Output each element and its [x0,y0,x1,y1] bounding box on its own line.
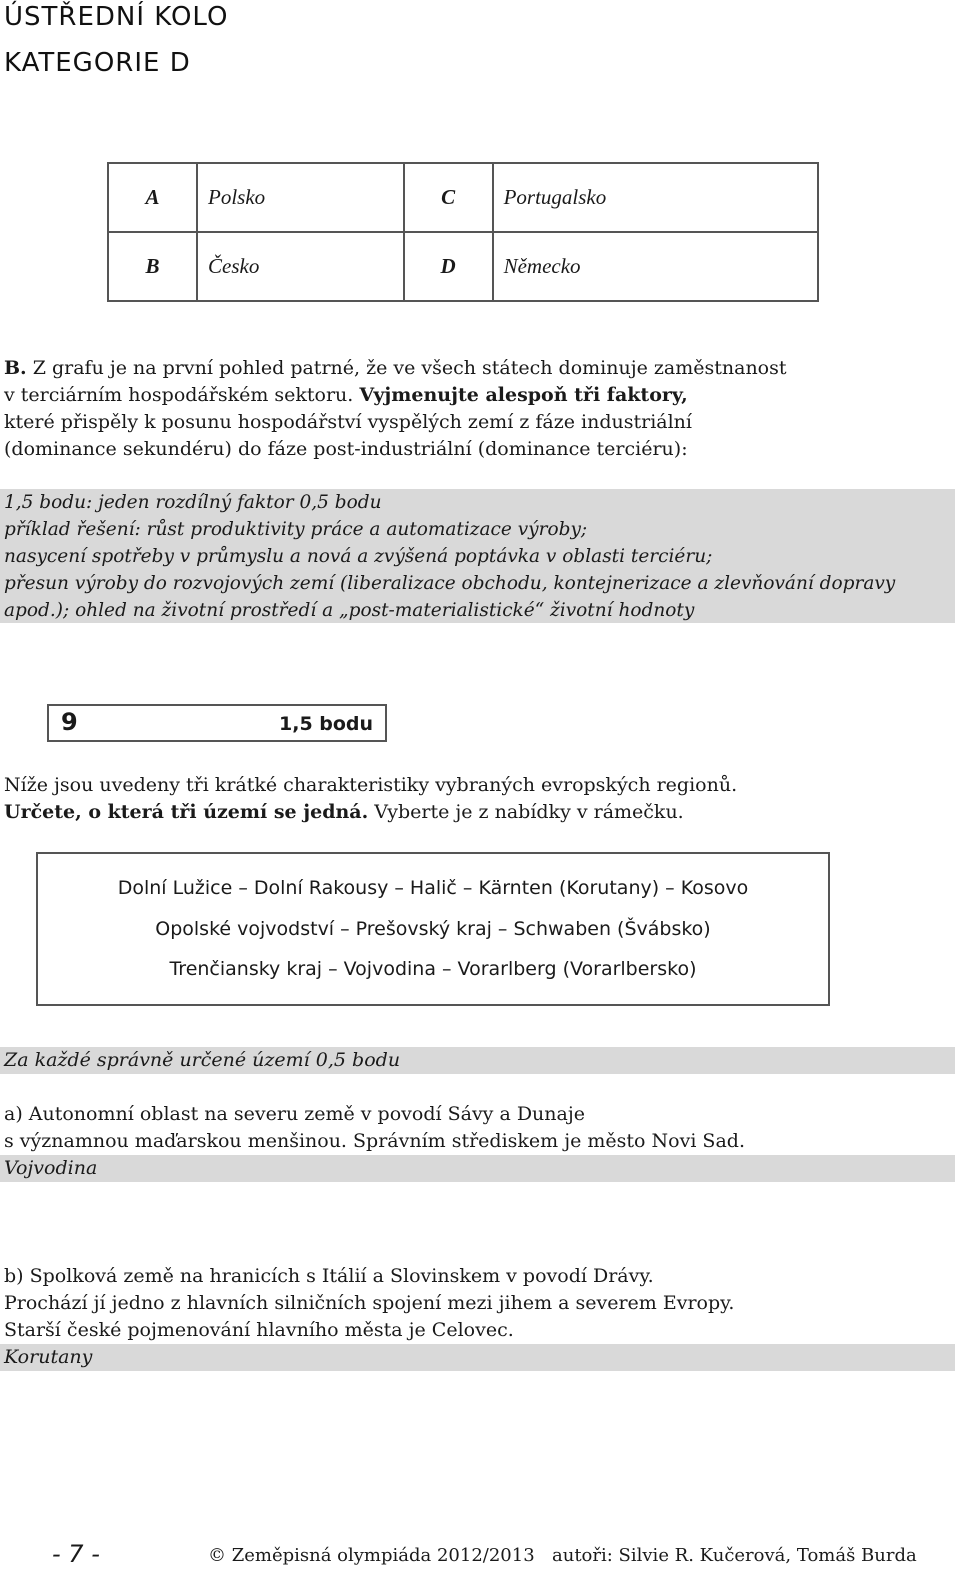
page-number: - 7 - [52,1540,100,1568]
task-number: 9 [61,708,78,736]
table-row [108,232,818,301]
footer-copyright: © Zeměpisná olympiáda 2012/2013 [208,1545,535,1566]
answer-line: apod.); ohled na životní prostředí a „post-materialistické“ životní hodnoty [4,600,695,621]
option-value: Česko [197,232,404,301]
answer-line: přesun výroby do rozvojových zemí (liberalizace obchodu, kontejnerizace a zlevňování dopravy [4,573,896,594]
question-b-line: které přispěly k posunu hospodářství vyspělých zemí z fáze industriální [4,411,692,433]
answer-line: nasycení spotřeby v průmyslu a nová a zvýšená poptávka v oblasti terciéru; [4,546,713,567]
answer-line: 1,5 bodu: jeden rozdílný faktor 0,5 bodu [4,492,382,513]
footer-authors: autoři: Silvie R. Kučerová, Tomáš Burda [552,1545,917,1566]
question-b-line: (dominance sekundéru) do fáze post-industriální (dominance terciéru): [4,438,688,460]
question-b [4,355,954,463]
question-b-line: B. Z grafu je na první pohled patrné, že ve všech státech dominuje zaměstnanost [4,357,787,379]
item-b-line: b) Spolková země na hranicích s Itálií a Slovinskem v povodí Drávy. [4,1265,654,1287]
answer-b [4,489,954,624]
task9-instruction: Určete, o která tři území se jedná. Vyberte je z nabídky v rámečku. [4,801,684,823]
item-a-line: s významnou maďarskou menšinou. Správním střediskem je město Novi Sad. [4,1130,745,1152]
page-heading-round: ÚSTŘEDNÍ KOLO [4,2,229,32]
option-value: Německo [493,232,818,301]
item-b-line: Prochází jí jedno z hlavních silničních spojení mezi jihem a severem Evropy. [4,1292,735,1314]
question-b-line: v terciárním hospodářském sektoru. Vyjmenujte alespoň tři faktory, [4,384,688,406]
regions-choice-box [36,852,830,1006]
task-number-box [47,704,387,742]
table-row [108,163,818,232]
regions-line: Trenčiansky kraj – Vojvodina – Vorarlberg (Vorarlbersko) [169,958,697,980]
option-key: C [404,163,493,232]
question-b-task: Vyjmenujte alespoň tři faktory, [359,384,688,406]
question-b-label: B. [4,357,27,379]
option-key: A [108,163,197,232]
item-a-answer: Vojvodina [4,1157,98,1179]
item-b-answer-shading [0,1344,955,1371]
item-b [4,1263,954,1344]
item-b-answer: Korutany [4,1346,93,1368]
task9-intro-line: Níže jsou uvedeny tři krátké charakteristiky vybraných evropských regionů. [4,774,738,796]
item-a-answer-shading [0,1155,955,1182]
item-a [4,1101,954,1155]
item-a-line: a) Autonomní oblast na severu země v povodí Sávy a Dunaje [4,1103,585,1125]
regions-line: Opolské vojvodství – Prešovský kraj – Schwaben (Švábsko) [155,918,711,940]
country-options-table [107,162,819,302]
option-key: D [404,232,493,301]
item-b-line: Starší české pojmenování hlavního města je Celovec. [4,1319,514,1341]
task9-intro [4,772,954,826]
task-points: 1,5 bodu [279,713,374,735]
option-key: B [108,232,197,301]
option-value: Polsko [197,163,404,232]
option-value: Portugalsko [493,163,818,232]
scoring-note: Za každé správně určené území 0,5 bodu [4,1049,401,1071]
answer-line: příklad řešení: růst produktivity práce a automatizace výroby; [4,519,588,540]
page-heading-category: KATEGORIE D [4,48,191,78]
regions-line: Dolní Lužice – Dolní Rakousy – Halič – Kärnten (Korutany) – Kosovo [117,877,749,899]
